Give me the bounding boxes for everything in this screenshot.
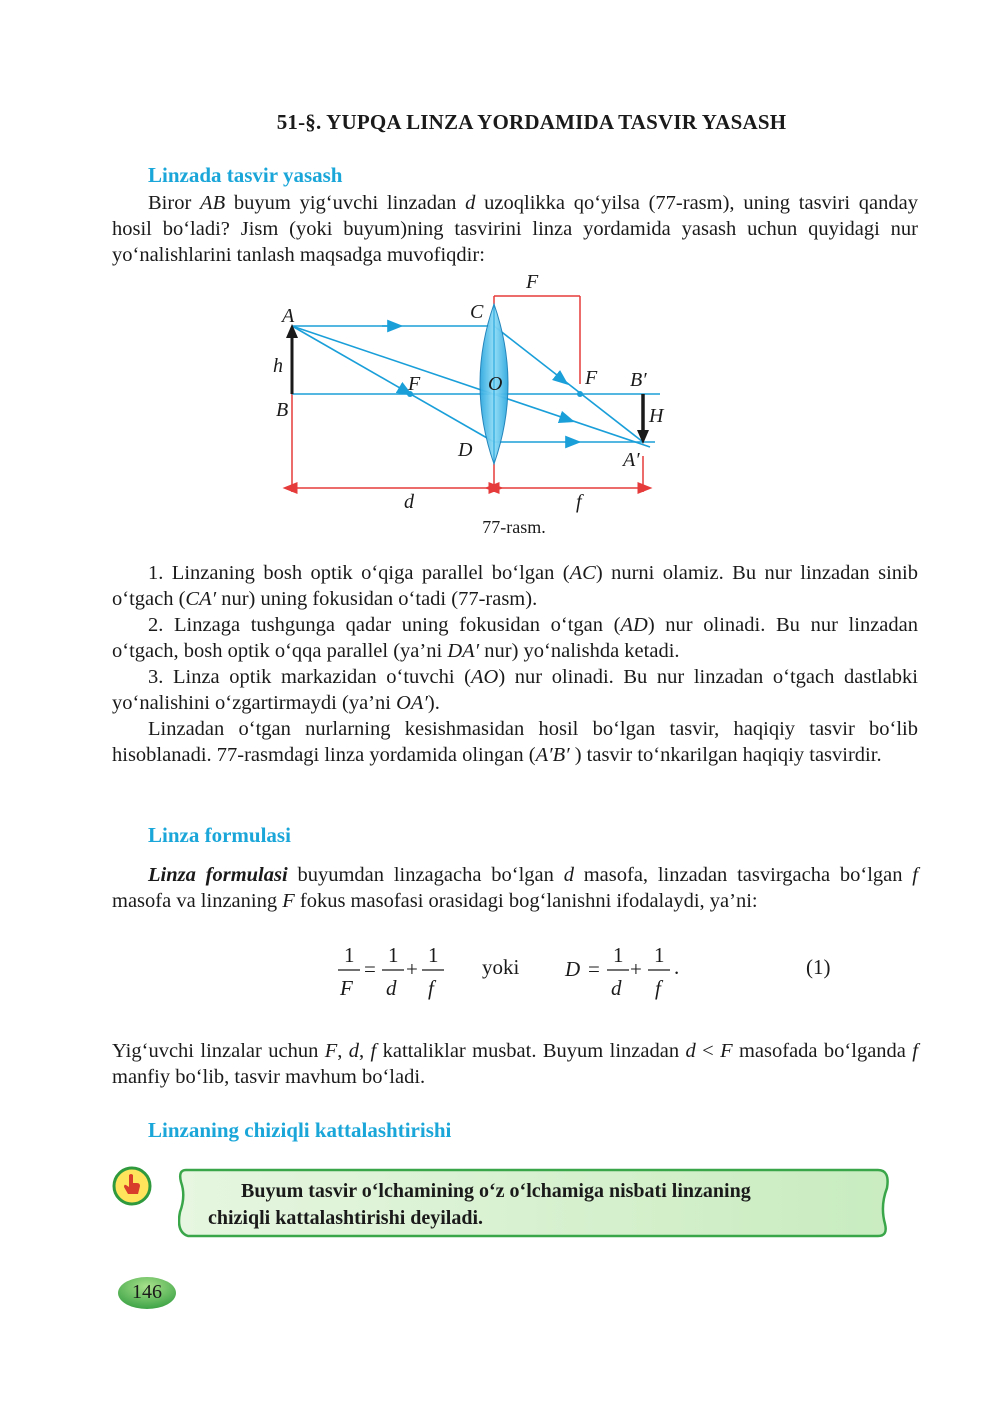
formula-yoki: yoki: [482, 955, 520, 979]
definition-text: [208, 1178, 876, 1232]
definition-box: [178, 1166, 890, 1240]
text-run: d: [563, 864, 574, 886]
text-run: F: [282, 890, 295, 912]
text-run: ) nur olinadi. Bu nur linzadan o‘tgach, bosh optik o‘qqa parallel (ya’ni: [112, 614, 918, 662]
text-run: nur) yo‘nalishda ketadi.: [479, 640, 680, 662]
label-O: O: [488, 373, 503, 395]
formula-dot: .: [674, 955, 680, 979]
label-A-prime: A′: [623, 449, 640, 471]
text-run: nur) uning fokusidan o‘tadi (77-rasm).: [216, 588, 538, 610]
rule-3: [112, 664, 918, 716]
text-run: d: [465, 192, 476, 214]
lens-ray-diagram: [260, 266, 680, 514]
formula-t1-num: 1: [388, 943, 399, 967]
label-F-right: F: [585, 367, 598, 389]
formula-t1-den: d: [386, 976, 397, 1000]
light-rays: [292, 326, 660, 447]
label-H: H: [649, 405, 664, 427]
ray-diagram-svg: [260, 266, 680, 514]
definition-line-1: Buyum tasvir o‘lchamining o‘z o‘lchamiga nisbati linzaning: [241, 1180, 751, 1202]
text-run: manfiy bo‘lib, tasvir mavhum bo‘ladi.: [112, 1066, 426, 1088]
text-run: f: [370, 1040, 377, 1062]
text-run: <: [695, 1040, 721, 1062]
ray-CA-prime: [494, 326, 643, 442]
label-B-prime: B′: [630, 369, 647, 391]
formula-equals-2: =: [588, 957, 600, 981]
text-run: d: [348, 1040, 360, 1062]
text-run: 1. Linzaning bosh optik o‘qiga parallel bo‘lgan (: [148, 562, 570, 584]
intro-paragraph: [112, 190, 918, 268]
text-run: 3. Linza optik markazidan o‘tuvchi (: [148, 666, 471, 688]
formula-t2-num: 1: [428, 943, 439, 967]
ray-CA-prime-arrow: [556, 375, 566, 383]
formula-u2-den: f: [655, 976, 661, 1000]
text-run: buyum yig‘uvchi linzadan: [225, 192, 466, 214]
pointing-hand-icon: [112, 1166, 152, 1206]
formula-D: D: [565, 957, 581, 981]
text-run: buyumdan linzagacha bo‘lgan: [287, 864, 564, 886]
page-number-badge: [117, 1276, 177, 1310]
label-F-top: F: [526, 271, 539, 293]
text-run: Yig‘uvchi linzalar uchun: [112, 1040, 325, 1062]
text-run: fokus masofasi orasidagi bog‘lanishni ifodalaydi, ya’ni:: [294, 890, 758, 912]
text-run: Biror: [148, 192, 201, 214]
label-D: D: [458, 439, 473, 461]
text-run: uzoqlikka qo‘yilsa (77-rasm), uning tasviri qanday hosil bo‘ladi? Jism (yoki buyum)ning tasvirini linza yordamida yasash uchun quyidagi nur yo‘nalishlarini tanlash maqsadga muvofiqdir:: [112, 192, 918, 266]
formula-t2-den: f: [428, 976, 434, 1000]
label-B: B: [276, 399, 289, 421]
rules-list: [112, 560, 918, 768]
formula-lhs-num: 1: [344, 943, 355, 967]
text-run: AD: [620, 614, 648, 636]
formula-equals: =: [364, 957, 376, 981]
text-run: ).: [427, 692, 440, 714]
rule-1: [112, 560, 918, 612]
text-run: d: [685, 1040, 696, 1062]
formula-number: (1): [806, 955, 831, 979]
text-run: f: [912, 864, 918, 886]
heading-image-construction: Linzada tasvir yasash: [148, 163, 343, 187]
heading-lens-formula: Linza formulasi: [148, 823, 291, 847]
text-run: AO: [471, 666, 499, 688]
text-run: Linzadan o‘tgan nurlarning kesishmasidan hosil bo‘lgan tasvir, haqiqiy tasvir bo‘lib hisoblanadi. 77-rasmdagi linza yordamida olingan (: [112, 718, 918, 766]
definition-line-2: chiziqli kattalashtirishi deyiladi.: [208, 1207, 484, 1229]
rich-text: [112, 1038, 918, 1090]
text-run: F: [720, 1040, 733, 1062]
formula-u1-den: d: [611, 976, 622, 1000]
text-run: DA′: [447, 640, 480, 662]
text-run: masofada bo‘lganda: [732, 1040, 913, 1062]
lens-formula: [320, 940, 880, 1006]
text-run: ) nurni olamiz. Bu nur linzadan sinib o‘tgach (: [112, 562, 918, 610]
text-run: ) tasvir to‘nkarilgan haqiqiy tasvirdir.: [569, 744, 882, 766]
page-number: 146: [132, 1281, 162, 1303]
section-title: 51-§. YUPQA LINZA YORDAMIDA TASVIR YASASH: [276, 110, 787, 134]
text-run: Linza formulasi: [148, 864, 288, 886]
label-A: A: [282, 305, 295, 327]
formula-plus: +: [406, 957, 418, 981]
formula-u1-num: 1: [613, 943, 624, 967]
text-run: kattaliklar musbat. Buyum linzadan: [376, 1040, 686, 1062]
label-F-left: F: [408, 373, 421, 395]
label-h: h: [273, 355, 283, 377]
text-run: A′B′: [535, 744, 570, 766]
text-run: masofa va linzaning: [112, 890, 283, 912]
ray-AO-arrow: [560, 417, 572, 421]
rich-text: [112, 862, 918, 914]
figure-caption: 77-rasm.: [482, 517, 546, 537]
formula-plus-2: +: [630, 957, 642, 981]
text-run: ) nur olinadi. Bu nur linzadan o‘tgach dastlabki yo‘nalishini o‘zgartirmaydi (ya’ni: [112, 666, 918, 714]
label-C: C: [470, 301, 484, 323]
label-f: f: [576, 491, 582, 513]
formula-svg: [320, 940, 880, 1006]
text-run: F: [324, 1040, 338, 1062]
rich-text: [112, 190, 918, 268]
text-run: AC: [569, 562, 596, 584]
text-run: ,: [359, 1040, 371, 1062]
sign-note: [112, 1038, 918, 1090]
rule-2: [112, 612, 918, 664]
text-run: 2. Linzaga tushgunga qadar uning fokusidan o‘tgan (: [148, 614, 621, 636]
text-run: masofa, linzadan tasvirgacha bo‘lgan: [573, 864, 913, 886]
text-run: ,: [337, 1040, 349, 1062]
focus-right-dot: [577, 391, 583, 397]
text-run: OA′: [396, 692, 428, 714]
heading-linear-magnification: Linzaning chiziqli kattalashtirishi: [148, 1118, 452, 1142]
label-d: d: [404, 491, 414, 513]
formula-lhs-den: F: [340, 976, 353, 1000]
text-run: CA′: [185, 588, 217, 610]
real-image-paragraph: [112, 716, 918, 768]
formula-definition: [112, 862, 918, 914]
text-run: f: [912, 1040, 918, 1062]
text-run: AB: [200, 192, 226, 214]
formula-u2-num: 1: [654, 943, 665, 967]
